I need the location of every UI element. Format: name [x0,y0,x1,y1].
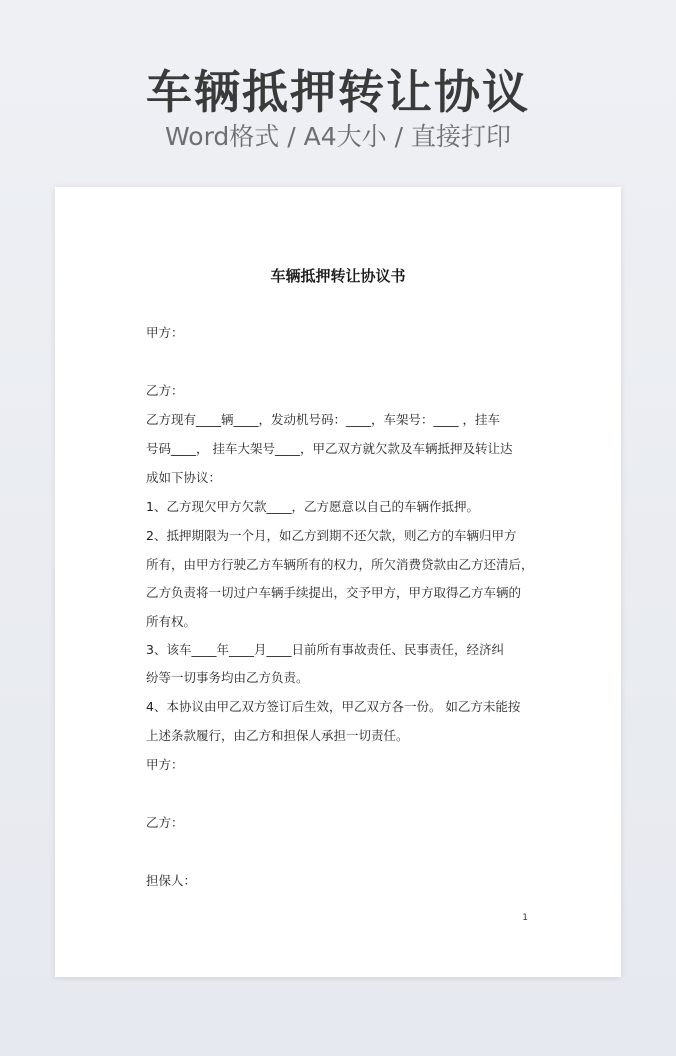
signature-party-b: 乙方： [146,815,184,830]
paragraph-line: 乙方现有____辆____，发动机号码：____，车架号：____ ，挂车 [146,412,500,427]
paragraph-line: 所有，由甲方行驶乙方车辆所有的权力，所欠消费贷款由乙方还清后， [146,557,534,572]
paragraph-line: 上述条款履行，由乙方和担保人承担一切责任。 [146,728,409,743]
paragraph-line: 号码____， 挂车大架号____，甲乙双方就欠款及车辆抵押及转让达 [146,441,513,456]
banner-title: 车辆抵押转让协议 [146,65,530,119]
paragraph-line: 纷等一切事务均由乙方负责。 [146,670,309,685]
document-title: 车辆抵押转让协议书 [270,267,406,285]
party-a-label: 甲方： [146,325,184,340]
clause-2: 2、抵押期限为一个月，如乙方到期不还欠款，则乙方的车辆归甲方 [146,528,517,543]
signature-party-a: 甲方： [146,757,184,772]
signature-guarantor: 担保人： [146,873,197,888]
clause-1: 1、乙方现欠甲方欠款____，乙方愿意以自己的车辆作抵押。 [146,499,479,514]
party-b-label: 乙方： [146,383,184,398]
paragraph-line: 所有权。 [146,614,197,629]
clause-4: 4、本协议由甲乙双方签订后生效，甲乙双方各一份。 如乙方未能按 [146,699,521,714]
page-number: 1 [522,913,528,923]
banner-subtitle: Word格式 / A4大小 / 直接打印 [165,122,511,151]
paragraph-line: 成如下协议： [146,470,222,485]
paragraph-line: 乙方负责将一切过户车辆手续提出，交予甲方，甲方取得乙方车辆的 [146,585,522,600]
document-page [55,187,621,977]
clause-3: 3、该车____年____月____日前所有事故责任、民事责任，经济纠 [146,642,504,657]
